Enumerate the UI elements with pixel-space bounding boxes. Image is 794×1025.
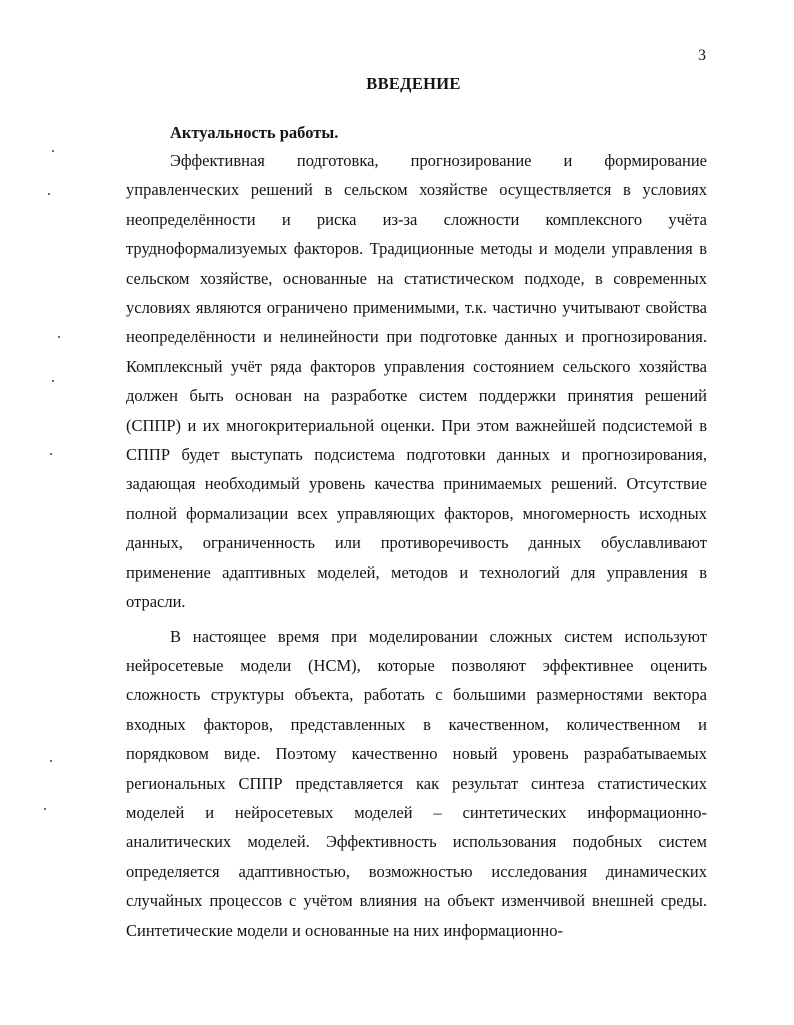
scan-speck bbox=[58, 336, 60, 338]
scan-speck bbox=[52, 150, 54, 152]
section-heading: Актуальность работы. bbox=[170, 123, 339, 142]
paragraph-2: В настоящее время при моделировании сложных систем используют нейросетевые модели (НСМ), которые позволяют эффективнее оценить сложность структуры объекта, работать с большими размерностями вектора входных факторов, представленных в качественном, количественном и порядковом виде. Поэтому качественно новый уровень разрабатываемых региональных СППР представляется как результат синтеза статистических моделей и нейросетевых моделей – синтетических информационно-аналитических моделей. Эффективность использования подобных систем определяется адаптивностью, возможностью исследования динамических случайных процессов с учётом влияния на объект изменчивой внешней среды. Синтетические модели и основанные на них информационно- bbox=[126, 626, 707, 940]
scan-speck bbox=[44, 808, 46, 810]
scan-speck bbox=[50, 760, 52, 762]
body-text bbox=[126, 146, 707, 945]
paragraph-1: Эффективная подготовка, прогнозирование и формирование управленческих решений в сельском хозяйстве осуществляется в условиях неопределённости и риска из-за сложности комплексного учёта трудноформализуемых факторов. Традиционные методы и модели управления в сельском хозяйстве, основанные на статистическом подходе, в современных условиях являются ограничено применимыми, т.к. частично учитывают свойства неопределённости и нелинейности при подготовке данных и прогнозирования. Комплексный учёт ряда факторов управления состоянием сельского хозяйства должен быть основан на разработке систем поддержки принятия решений (СППР) и их многокритериальной оценки. При этом важнейшей подсистемой в СППР будет выступать подсистема подготовки данных и прогнозирования, задающая необходимый уровень качества принимаемых решений. Отсутствие полной формализации всех управляющих факторов, многомерность исходных данных, ограниченность или противоречивость данных обуславливают применение адаптивных моделей, методов и технологий для управления в отрасли. bbox=[126, 151, 707, 612]
scan-speck bbox=[48, 193, 50, 195]
scan-speck bbox=[52, 380, 54, 382]
page-number: 3 bbox=[698, 47, 706, 64]
page-title: ВВЕДЕНИЕ bbox=[366, 74, 461, 93]
scan-speck bbox=[50, 453, 52, 455]
